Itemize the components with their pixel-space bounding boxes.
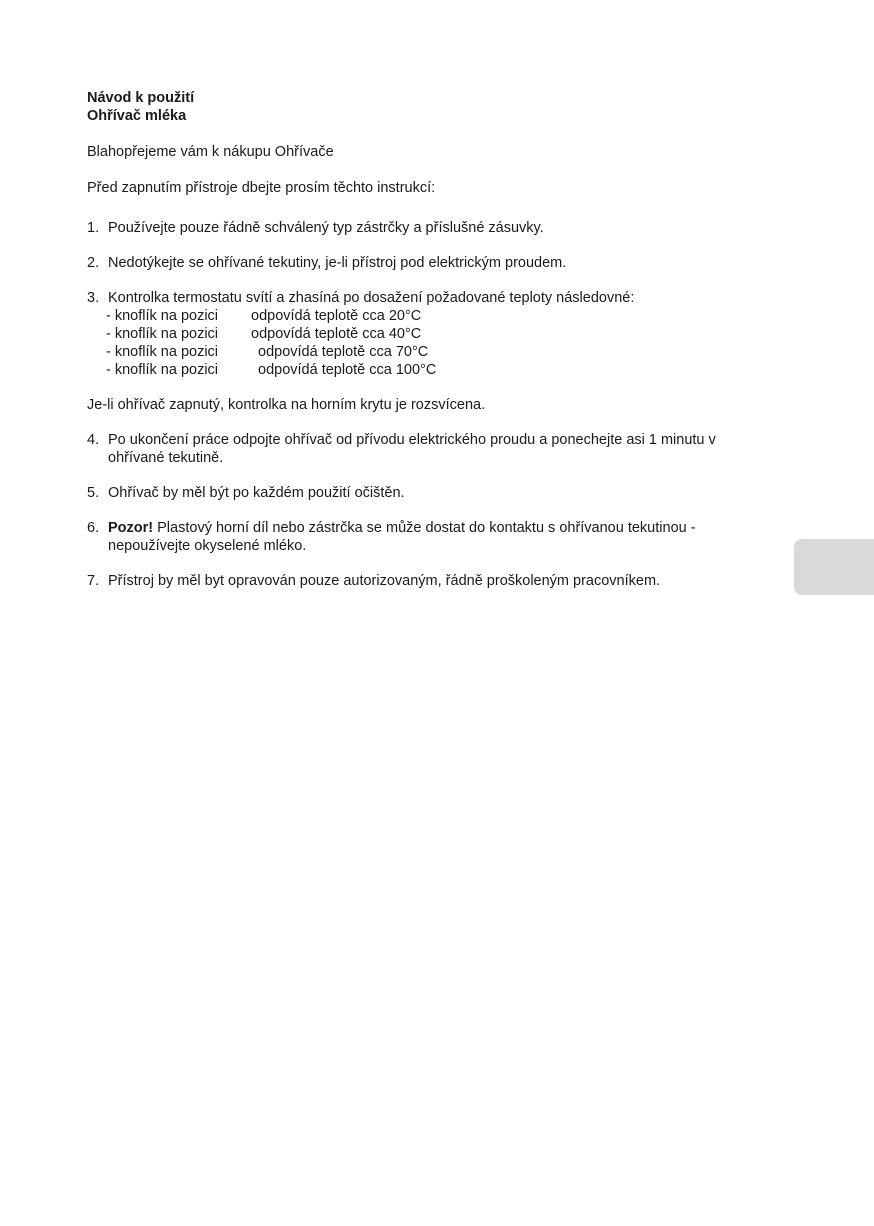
- list-item-text: Po ukončení práce odpojte ohřívač od přívodu elektrického proudu a ponechejte asi 1 minutu v ohřívané tekutině.: [108, 432, 716, 466]
- list-item-number: 5.: [87, 485, 100, 501]
- knob-setting-row: [87, 361, 727, 379]
- list-item: [87, 219, 727, 237]
- knob-setting-label: - knoflík na pozici: [106, 344, 219, 360]
- list-item-text: Plastový horní díl nebo zástrčka se může dostat do kontaktu s ohřívanou tekutinou - nepoužívejte okyselené mléko.: [108, 520, 696, 554]
- knob-setting-label: - knoflík na pozici: [106, 326, 219, 342]
- list-item-number: 3.: [87, 290, 100, 306]
- indicator-note: Je-li ohřívač zapnutý, kontrolka na horním krytu je rozsvícena.: [87, 397, 486, 413]
- document-subtitle: Ohřívač mléka: [87, 108, 187, 124]
- knob-setting-row: [87, 343, 727, 361]
- document-title: Návod k použití: [87, 90, 195, 106]
- list-item-text: Kontrolka termostatu svítí a zhasíná po dosažení požadované teploty následovné:: [108, 290, 635, 306]
- knob-setting-row: [87, 307, 727, 325]
- knob-setting-row: [87, 325, 727, 343]
- list-item: [87, 519, 727, 555]
- list-item-text: Nedotýkejte se ohřívané tekutiny, je-li přístroj pod elektrickým proudem.: [108, 255, 567, 271]
- list-item: [87, 289, 727, 307]
- list-item-number: 1.: [87, 220, 100, 236]
- list-item-text: Ohřívač by měl být po každém použití očištěn.: [108, 485, 405, 501]
- knob-setting-value: odpovídá teplotě cca 20°C: [251, 308, 422, 324]
- language-tab: [794, 539, 874, 595]
- knob-setting-label: - knoflík na pozici: [106, 308, 219, 324]
- intro-text: Blahopřejeme vám k nákupu Ohřívače: [87, 144, 334, 160]
- list-item-text: Používejte pouze řádně schválený typ zástrčky a příslušné zásuvky.: [108, 220, 544, 236]
- list-item: [87, 484, 727, 502]
- manual-page: [87, 89, 727, 590]
- list-item: [87, 572, 727, 590]
- list-item-number: 2.: [87, 255, 100, 271]
- warning-label: Pozor!: [108, 520, 154, 536]
- before-use-text: Před zapnutím přístroje dbejte prosím těchto instrukcí:: [87, 180, 436, 196]
- list-item-number: 6.: [87, 520, 100, 536]
- knob-setting-value: odpovídá teplotě cca 100°C: [258, 362, 437, 378]
- list-item-number: 7.: [87, 573, 100, 589]
- list-item-number: 4.: [87, 432, 100, 448]
- list-item: [87, 254, 727, 272]
- knob-setting-label: - knoflík na pozici: [106, 362, 219, 378]
- list-item-text: Přístroj by měl byt opravován pouze autorizovaným, řádně proškoleným pracovníkem.: [108, 573, 661, 589]
- list-item: [87, 431, 727, 467]
- knob-setting-value: odpovídá teplotě cca 40°C: [251, 326, 422, 342]
- knob-setting-value: odpovídá teplotě cca 70°C: [258, 344, 429, 360]
